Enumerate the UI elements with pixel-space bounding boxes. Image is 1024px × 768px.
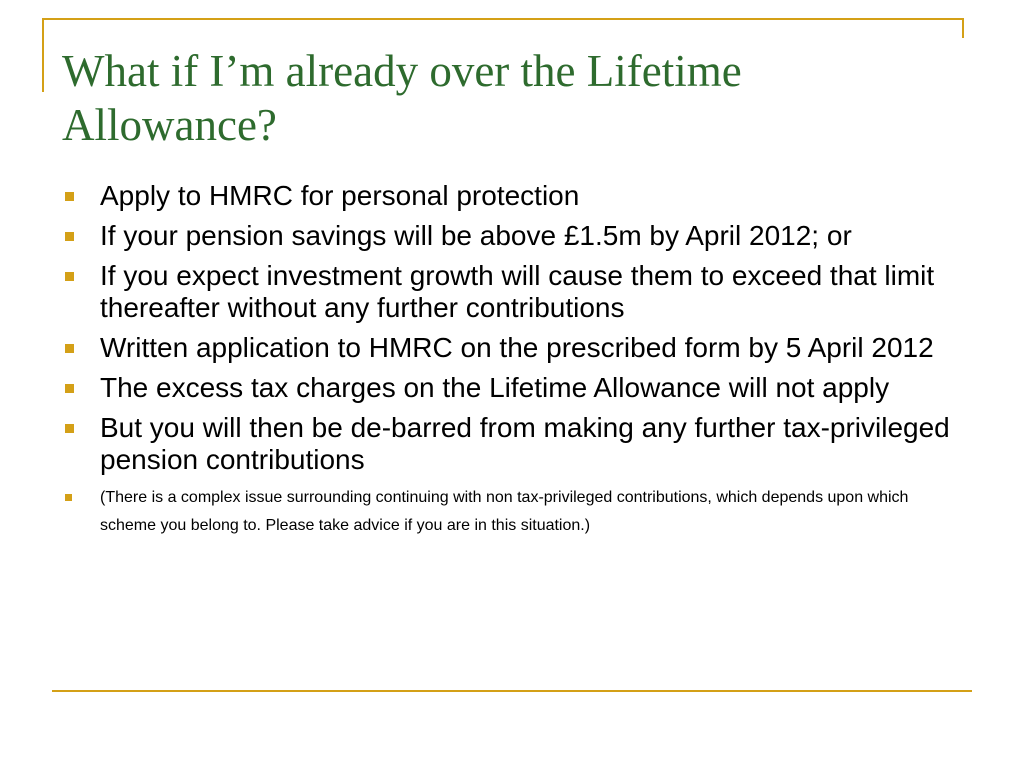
bullet-item — [62, 180, 962, 212]
bullet-item — [62, 260, 962, 324]
bullet-item — [62, 372, 962, 404]
bullet-text: If your pension savings will be above £1.5m by April 2012; or — [100, 220, 852, 251]
bullet-item — [62, 220, 962, 252]
bullet-text: Apply to HMRC for personal protection — [100, 180, 580, 211]
bullet-item — [62, 412, 962, 476]
square-bullet-icon — [65, 344, 74, 353]
square-bullet-icon — [65, 232, 74, 241]
square-bullet-icon — [65, 192, 74, 201]
decorative-line-vertical — [42, 18, 44, 92]
bullet-item-note — [62, 484, 962, 540]
square-bullet-icon — [65, 494, 72, 501]
square-bullet-icon — [65, 384, 74, 393]
square-bullet-icon — [65, 424, 74, 433]
bullet-list — [62, 180, 962, 540]
bullet-item — [62, 332, 962, 364]
bullet-text: (There is a complex issue surrounding continuing with non tax-privileged contributions, which depends upon which scheme you belong to. Please take advice if you are in this situation.) — [100, 489, 909, 534]
decorative-line-bottom — [52, 690, 972, 692]
bullet-text: Written application to HMRC on the prescribed form by 5 April 2012 — [100, 332, 934, 363]
decorative-line-right-tick — [962, 18, 964, 38]
square-bullet-icon — [65, 272, 74, 281]
slide-title: What if I’m already over the Lifetime Allowance? — [62, 46, 742, 150]
bullet-text: The excess tax charges on the Lifetime Allowance will not apply — [100, 372, 890, 403]
bullet-text: If you expect investment growth will cause them to exceed that limit thereafter without any further contributions — [100, 260, 935, 323]
decorative-line-top — [42, 18, 964, 20]
bullet-text: But you will then be de-barred from making any further tax-privileged pension contributions — [100, 412, 950, 475]
